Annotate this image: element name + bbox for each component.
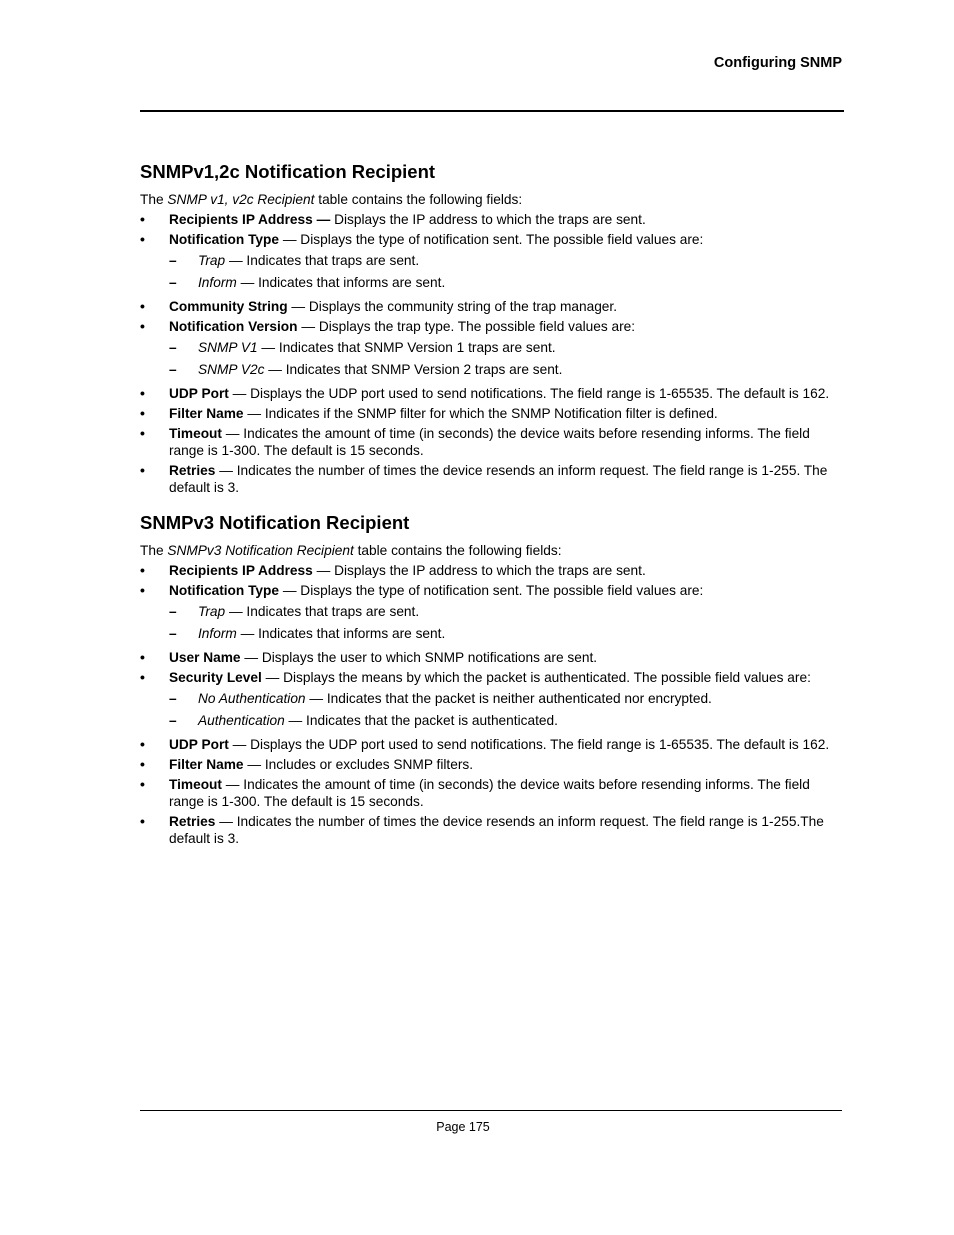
value-term: Trap [198,604,226,619]
field-item [140,582,844,642]
field-term: UDP Port [169,386,229,401]
value-term: Inform [198,626,237,641]
field-item [140,405,844,422]
value-description: — Indicates that informs are sent. [236,626,446,641]
value-item [169,690,844,707]
field-description: — Includes or excludes SNMP filters. [243,757,474,772]
section-intro: The SNMPv3 Notification Recipient table contains the following fields: [140,543,562,558]
value-item [169,712,844,729]
field-item [140,385,844,402]
value-description: — Indicates that the packet is authenticated. [284,713,558,728]
field-item [140,462,844,496]
value-description: — Indicates that the packet is neither authenticated nor encrypted. [305,691,712,706]
value-term: Authentication [198,713,285,728]
field-description: — Displays the means by which the packet is authenticated. The possible field values are: [261,670,811,685]
field-term: Community String [169,299,288,314]
value-term: SNMP V1 [198,340,258,355]
field-list [140,211,844,496]
field-term: Retries [169,463,216,478]
field-description: Displays the IP address to which the traps are sent. [330,212,646,227]
value-term: Inform [198,275,237,290]
value-term: SNMP V2c [198,362,265,377]
field-description: — Indicates the amount of time (in seconds) the device waits before resending informs. The field range is 1-300. The default is 15 seconds. [169,777,810,809]
field-term: Recipients IP Address — [169,212,331,227]
value-item [169,252,844,269]
field-description: — Indicates the amount of time (in seconds) the device waits before resending informs. The field range is 1-300. The default is 15 seconds. [169,426,810,458]
field-description: — Displays the UDP port used to send notifications. The field range is 1-65535. The default is 162. [228,386,830,401]
section-title-snmpv12c: SNMPv1,2c Notification Recipient [140,161,436,182]
field-item [140,813,844,847]
field-description: — Indicates the number of times the device resends an inform request. The field range is 1-255.The default is 3. [169,814,824,846]
field-description: — Displays the user to which SNMP notifications are sent. [240,650,598,665]
field-description: — Displays the IP address to which the traps are sent. [312,563,646,578]
value-description: — Indicates that SNMP Version 2 traps are sent. [264,362,563,377]
field-term: Timeout [169,777,222,792]
section-title-snmpv3: SNMPv3 Notification Recipient [140,512,410,533]
field-term: User Name [169,650,241,665]
value-list [169,252,844,291]
page-content [140,160,844,850]
field-term: Recipients IP Address [169,563,313,578]
field-term: Notification Type [169,583,280,598]
value-description: — Indicates that traps are sent. [225,253,420,268]
value-item [169,339,844,356]
value-item [169,603,844,620]
field-description: — Displays the type of notification sent. The possible field values are: [279,583,704,598]
field-description: — Displays the community string of the trap manager. [287,299,618,314]
table-name: SNMP v1, v2c Recipient [167,192,315,207]
field-term: Notification Version [169,319,298,334]
field-term: Retries [169,814,216,829]
field-item [140,756,844,773]
field-item [140,211,844,228]
field-description: — Displays the type of notification sent. The possible field values are: [279,232,704,247]
value-list [169,339,844,378]
field-term: UDP Port [169,737,229,752]
running-header-title: Configuring SNMP [713,55,842,71]
field-term: Notification Type [169,232,280,247]
field-term: Filter Name [169,757,244,772]
field-item [140,649,844,666]
field-term: Security Level [169,670,262,685]
field-item [140,669,844,729]
field-item [140,776,844,810]
value-term: Trap [198,253,226,268]
value-description: — Indicates that traps are sent. [225,604,420,619]
value-list [169,690,844,729]
field-description: — Indicates the number of times the device resends an inform request. The field range is 1-255. The default is 3. [169,463,828,495]
value-item [169,625,844,642]
field-description: — Indicates if the SNMP filter for which the SNMP Notification filter is defined. [243,406,718,421]
field-description: — Displays the trap type. The possible field values are: [297,319,636,334]
footer-rule [140,1110,842,1111]
field-item [140,425,844,459]
section-intro: The SNMP v1, v2c Recipient table contains the following fields: [140,192,523,207]
value-description: — Indicates that SNMP Version 1 traps are sent. [257,340,556,355]
value-item [169,274,844,291]
field-item [140,231,844,291]
table-name: SNMPv3 Notification Recipient [167,543,354,558]
field-item [140,562,844,579]
field-item [140,298,844,315]
value-list [169,603,844,642]
page-number: Page 175 [436,1120,490,1134]
field-item [140,736,844,753]
field-description: — Displays the UDP port used to send notifications. The field range is 1-65535. The default is 162. [228,737,830,752]
field-term: Timeout [169,426,222,441]
field-list [140,562,844,847]
header-rule [140,110,844,112]
value-item [169,361,844,378]
field-item [140,318,844,378]
value-term: No Authentication [198,691,306,706]
field-term: Filter Name [169,406,244,421]
value-description: — Indicates that informs are sent. [236,275,446,290]
